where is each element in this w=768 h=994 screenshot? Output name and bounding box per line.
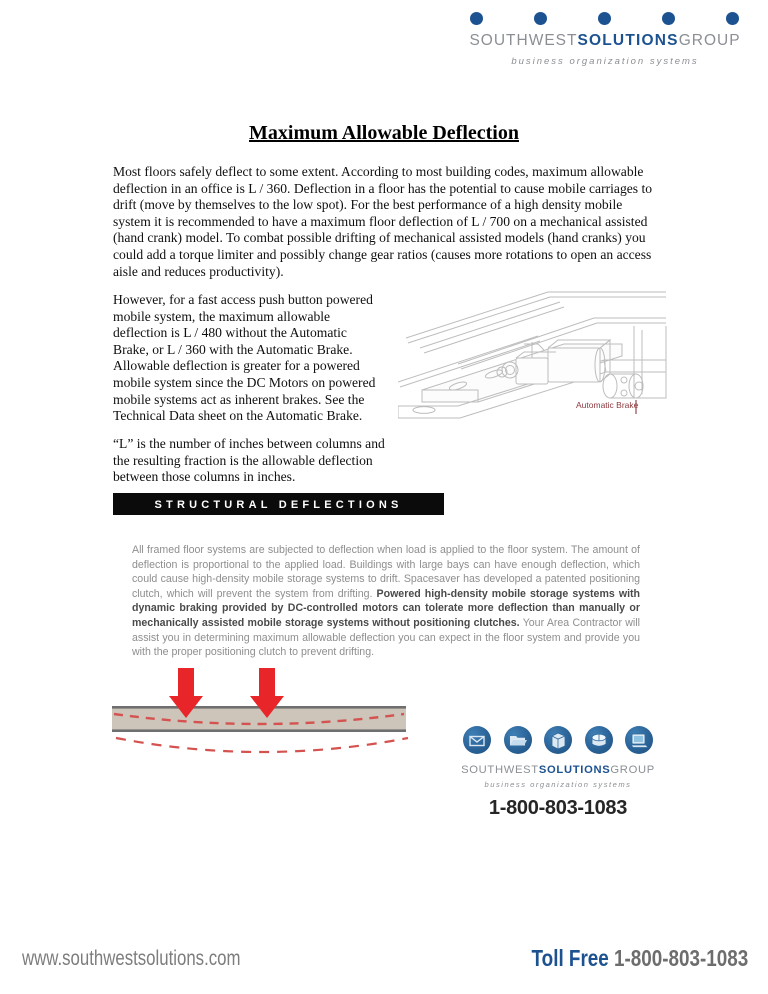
automatic-brake-illustration bbox=[398, 286, 670, 436]
bottom-logo-word-post: GROUP bbox=[610, 764, 655, 776]
folder-icon bbox=[504, 726, 532, 754]
structural-deflections-body bbox=[132, 543, 640, 660]
envelope-icon bbox=[463, 726, 491, 754]
paragraph-overview: Most floors safely deflect to some extent. According to most building codes, maximum allowable deflection in an office is L / 360. Deflection in a floor has the potential to cause mobile carriages to drift (move by themselves to the low spot). For the best performance of a high density mobile system it is recommended to have a maximum floor deflection of L / 700 on a mechanical assisted (hand crank) model. To combat possible drifting of mechanical assisted models (hand cranks) you could add a torque limiter and possibly change gear ratios (causes more rotations to open an access aisle and reduces productivity). bbox=[113, 164, 653, 279]
bottom-logo-block bbox=[455, 726, 665, 820]
outer-deflection-curve bbox=[116, 738, 408, 752]
structural-deflections-banner-title: STRUCTURAL DEFLECTIONS bbox=[154, 499, 403, 511]
footer-toll-free-label: Toll Free bbox=[531, 945, 609, 971]
bottom-logo-word-pre: SOUTHWEST bbox=[461, 764, 539, 776]
round-container-icon bbox=[585, 726, 613, 754]
logo-dot-icon bbox=[726, 12, 739, 25]
header-logo-tagline: business organization systems bbox=[511, 56, 699, 67]
deflections-text-bold: Powered high-density mobile storage systems with dynamic braking provided by DC-controlled motors can tolerate more deflection than manually or mechanically assisted mobile storage systems without positioning clutches. bbox=[132, 587, 641, 629]
automatic-brake-callout-label: Automatic Brake bbox=[576, 400, 639, 410]
footer-toll-free-number: 1-800-803-1083 bbox=[608, 945, 748, 971]
structural-deflections-panel bbox=[113, 493, 653, 660]
bottom-logo-wordmark bbox=[455, 764, 661, 776]
logo-dot-icon bbox=[598, 12, 611, 25]
deflections-text-part2: Your Area Contractor will assist you in determining maximum allowable deflection you can expect in the floor system and provide you with the proper positioning clutch to prevent drifting. bbox=[132, 616, 640, 659]
bottom-logo-word-mid: SOLUTIONS bbox=[538, 764, 611, 776]
header-logo-wordmark bbox=[455, 32, 755, 50]
logo-dot-icon bbox=[534, 12, 547, 25]
beam-bottom-edge bbox=[112, 729, 406, 732]
structural-deflections-banner bbox=[113, 493, 444, 515]
box-icon bbox=[544, 726, 572, 754]
computer-icon bbox=[625, 726, 653, 754]
deflections-text-part1: All framed floor systems are subjected to deflection when load is applied to the floor system. The amount of deflection is proportional to the applied load. Buildings with large bays can have enough deflection, which could cause high-density mobile storage systems to drift. Spacesaver has developed a patented positioning clutch, which will prevent the system from drifting. bbox=[132, 544, 640, 600]
bottom-logo-phone: 1-800-803-1083 bbox=[488, 797, 628, 819]
paragraph-l-definition: “L” is the number of inches between columns and the resulting fraction is the allowable deflection between those columns in inches. bbox=[113, 436, 385, 485]
logo-dot-icon bbox=[662, 12, 675, 25]
header-logo-word-pre: SOUTHWEST bbox=[469, 32, 578, 49]
beam-deflection-drawing bbox=[112, 662, 432, 780]
brake-illustration-drawing bbox=[398, 286, 670, 436]
header-logo-word-mid: SOLUTIONS bbox=[577, 32, 679, 49]
logo-dot-icon bbox=[470, 12, 483, 25]
page-title-text: Maximum Allowable Deflection bbox=[249, 122, 519, 144]
header-logo bbox=[455, 6, 755, 86]
bottom-icon-row bbox=[463, 726, 653, 754]
logo-dot-row bbox=[455, 6, 755, 30]
paragraph-powered-system: However, for a fast access push button powered mobile system, the maximum allowable deflection is L / 480 without the Automatic Brake, or L / 360 with the Automatic Brake. Allowable deflection is greater for a powered mobile system since the DC Motors on powered mobile systems act as inherent brakes. See the Technical Data sheet on the Automatic Brake. bbox=[113, 292, 376, 424]
bottom-logo-tagline: business organization systems bbox=[484, 780, 632, 789]
header-logo-word-post: GROUP bbox=[678, 32, 741, 49]
page-title bbox=[0, 122, 768, 145]
footer-website-url[interactable]: www.southwestsolutions.com bbox=[22, 947, 241, 970]
footer-toll-free bbox=[531, 945, 748, 972]
beam-deflection-diagram bbox=[112, 662, 432, 780]
